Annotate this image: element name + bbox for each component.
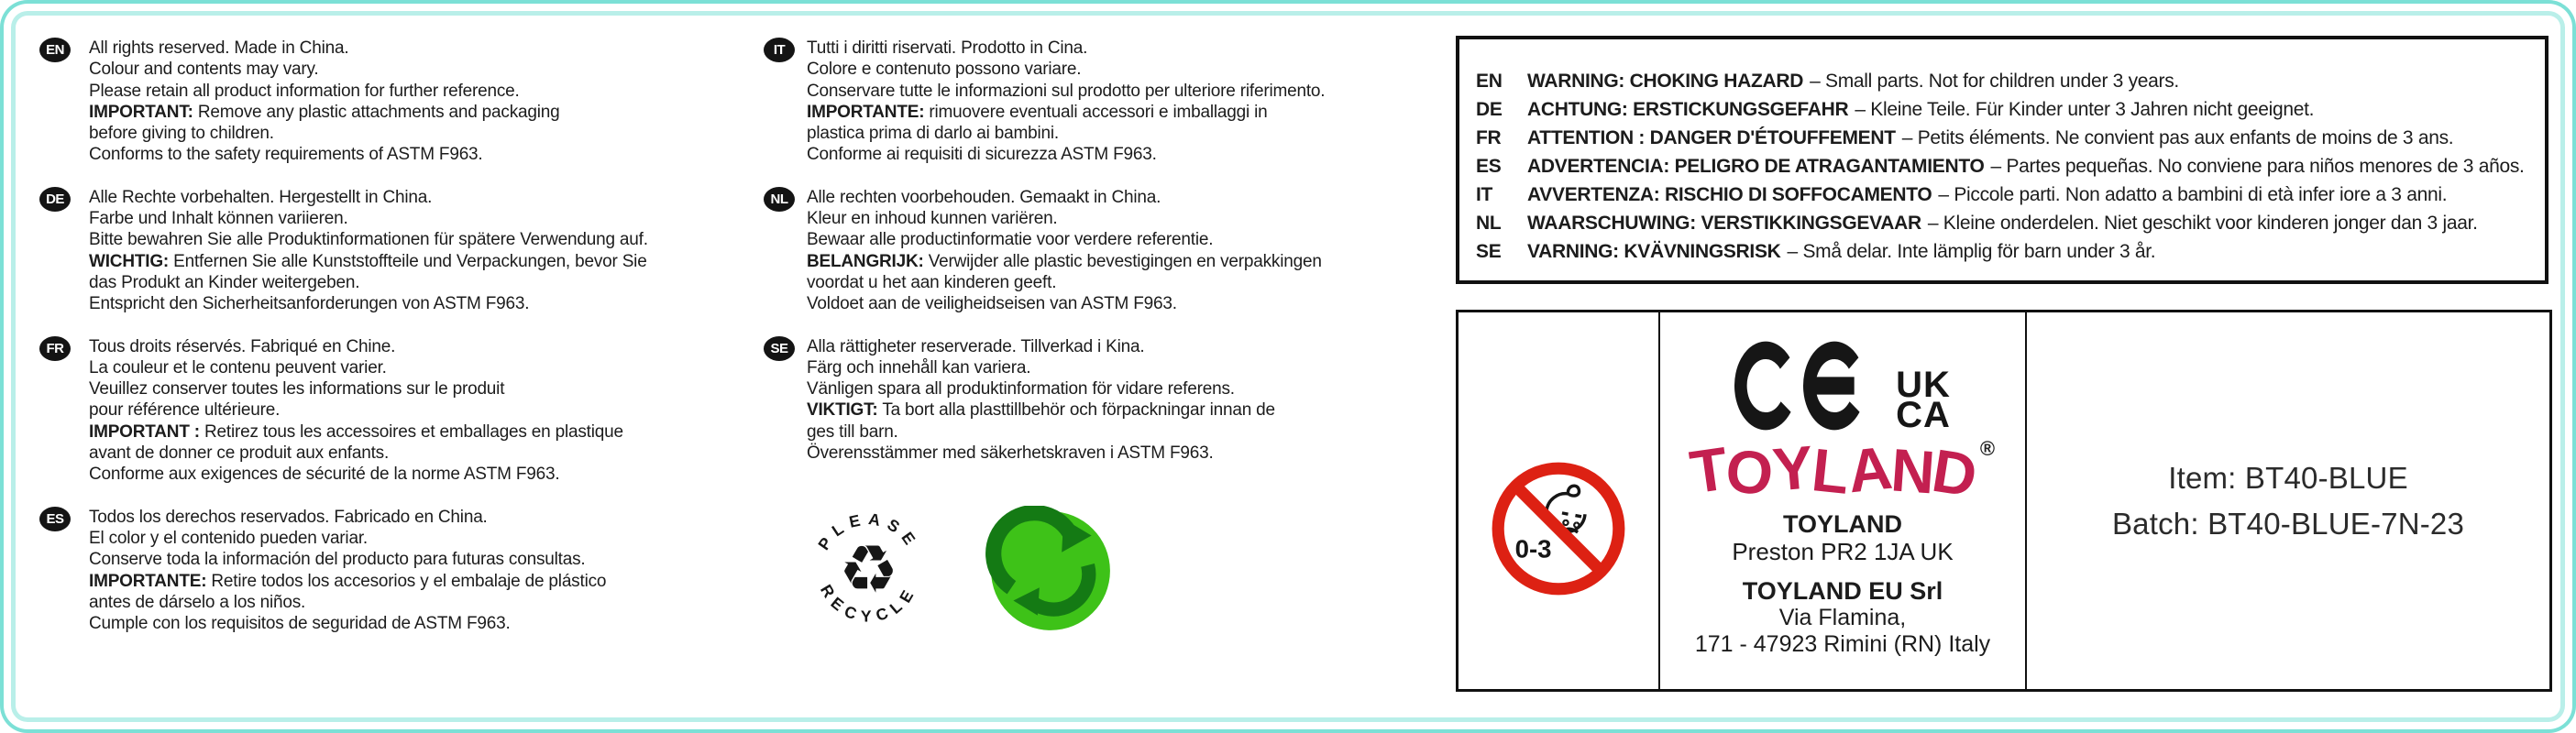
warning-detail: – Små delar. Inte lämplig för barn under 3 år. bbox=[1787, 241, 2156, 262]
age-warning-cell bbox=[1459, 312, 1660, 689]
recycle-bottom-text: RECYCLE bbox=[816, 581, 920, 626]
toyland-logo-letter: N bbox=[1888, 435, 1936, 507]
uk-company-address: Preston PR2 1JA UK bbox=[1732, 538, 1954, 565]
notice-section-FR bbox=[39, 336, 750, 486]
notice-line: Tutti i diritti riservati. Prodotto in Cina. bbox=[807, 38, 1088, 58]
notice-section-NL bbox=[764, 187, 1447, 315]
info-box bbox=[1456, 310, 2552, 692]
notice-section-IT bbox=[764, 38, 1447, 166]
recycle-top-text: PLEASE bbox=[814, 509, 923, 554]
notice-text bbox=[89, 187, 648, 315]
warning-row-nl bbox=[1476, 209, 2545, 237]
warning-detail: – Partes pequeñas. No conviene para niños menores de 3 años. bbox=[1990, 156, 2525, 177]
notice-text bbox=[807, 38, 1325, 166]
toyland-logo bbox=[1686, 432, 1981, 510]
notice-line: Alla rättigheter reserverade. Tillverkad i Kina. bbox=[807, 336, 1145, 356]
warning-detail: – Kleine Teile. Für Kinder unter 3 Jahren nicht geeignet. bbox=[1855, 99, 2315, 120]
notice-line: VIKTIGT: Ta bort alla plasttillbehör och förpackningar innan de bbox=[807, 400, 1275, 421]
toyland-logo-letter: A bbox=[1844, 432, 1895, 506]
item-cell bbox=[2027, 312, 2549, 689]
toyland-logo-letter: L bbox=[1808, 435, 1852, 507]
notice-line: Tous droits réservés. Fabriqué en Chine. bbox=[89, 336, 396, 356]
notice-line: WICHTIG: Entfernen Sie alle Kunststoffteile und Verpackungen, bevor Sie bbox=[89, 251, 647, 271]
notice-line: Please retain all product information for further reference. bbox=[89, 81, 520, 101]
notice-line: plastica prima di darlo ai bambini. bbox=[807, 124, 1059, 144]
notice-line: All rights reserved. Made in China. bbox=[89, 38, 349, 58]
warning-lang-code: ES bbox=[1476, 156, 1502, 177]
notice-line: Bitte bewahren Sie alle Produktinformationen für spätere Verwendung auf. bbox=[89, 230, 648, 250]
lang-badge-se: SE bbox=[764, 336, 795, 361]
eu-company-name: TOYLAND EU Srl bbox=[1742, 577, 1943, 605]
notice-line: before giving to children. bbox=[89, 124, 274, 144]
warning-lang-code: DE bbox=[1476, 99, 1503, 120]
notice-line: ges till barn. bbox=[807, 421, 898, 442]
uk-company-name: TOYLAND bbox=[1782, 510, 1902, 538]
warning-lang-code: NL bbox=[1476, 213, 1502, 234]
notice-text bbox=[807, 336, 1275, 465]
warning-row-it bbox=[1476, 181, 2545, 209]
notice-line: IMPORTANTE: Retire todos los accesorios y el embalaje de plástico bbox=[89, 571, 607, 591]
notice-section-EN bbox=[39, 38, 750, 166]
warning-detail: – Petits éléments. Ne convient pas aux enfants de moins de 3 ans. bbox=[1901, 127, 2454, 148]
notice-line: Colore e contenuto possono variare. bbox=[807, 60, 1082, 80]
warning-lang-code: EN bbox=[1476, 71, 1503, 92]
age-range-text: 0-3 bbox=[1514, 534, 1552, 563]
warning-box bbox=[1456, 36, 2548, 284]
notice-section-SE bbox=[764, 336, 1447, 465]
notice-line: Conforms to the safety requirements of ASTM F963. bbox=[89, 145, 483, 165]
notice-line: Todos los derechos reservados. Fabricado en China. bbox=[89, 507, 488, 527]
notice-line: avant de donner ce produit aux enfants. bbox=[89, 443, 390, 464]
notice-line: Överensstämmer med säkerhetskraven i ASTM F963. bbox=[807, 443, 1214, 464]
warning-detail: – Piccole parti. Non adatto a bambini di età infer iore a 3 anni. bbox=[1938, 184, 2448, 205]
lang-badge-nl: NL bbox=[764, 187, 795, 212]
notice-line: IMPORTANTE: rimuovere eventuali accessori e imballaggi in bbox=[807, 102, 1268, 122]
notice-line: IMPORTANT: Remove any plastic attachments and packaging bbox=[89, 102, 560, 122]
notice-line: Alle Rechte vorbehalten. Hergestellt in China. bbox=[89, 187, 433, 207]
item-number: Item: BT40-BLUE bbox=[2168, 460, 2408, 495]
warning-headline: ADVERTENCIA: PELIGRO DE ATRAGANTAMIENTO bbox=[1527, 156, 1985, 177]
warning-lang-code: FR bbox=[1476, 127, 1502, 148]
warning-row-en bbox=[1476, 67, 2545, 95]
warning-detail: – Kleine onderdelen. Niet geschikt voor kinderen jonger dan 3 jaar. bbox=[1927, 213, 2478, 234]
notice-line: das Produkt an Kinder weitergeben. bbox=[89, 272, 360, 292]
ukca-line-ca: CA bbox=[1896, 395, 1951, 436]
eu-address-line-2: 171 - 47923 Rimini (RN) Italy bbox=[1694, 631, 1991, 657]
notice-line: BELANGRIJK: Verwijder alle plastic bevestigingen en verpakkingen bbox=[807, 251, 1322, 271]
recycle-symbols-row bbox=[802, 504, 1447, 637]
notice-text bbox=[89, 38, 559, 166]
batch-number: Batch: BT40-BLUE-7N-23 bbox=[2111, 506, 2465, 541]
registered-trademark-symbol: ® bbox=[1979, 437, 1996, 460]
notice-line: Bewaar alle productinformatie voor verdere referentie. bbox=[807, 230, 1214, 250]
notice-line: Färg och innehåll kan variera. bbox=[807, 357, 1031, 377]
compliance-marks bbox=[1660, 336, 2025, 436]
brand-cell bbox=[1660, 312, 2027, 689]
eu-address-line-1: Via Flamina, bbox=[1778, 605, 1907, 630]
notice-line: Conserve toda la información del producto para futuras consultas. bbox=[89, 550, 586, 570]
notice-line: Veuillez conserver toutes les informations sur le produit bbox=[89, 379, 505, 399]
notice-line: La couleur et le contenu peuvent varier. bbox=[89, 357, 387, 377]
warning-headline: VARNING: KVÄVNINGSRISK bbox=[1527, 241, 1781, 262]
toyland-logo-letter: O bbox=[1723, 435, 1776, 509]
warning-detail: – Small parts. Not for children under 3 years. bbox=[1810, 71, 2179, 92]
notice-line: IMPORTANT : Retirez tous les accessoires et emballages en plastique bbox=[89, 421, 623, 442]
notice-line: Voldoet aan de veiligheidseisen van ASTM F963. bbox=[807, 294, 1177, 314]
lang-badge-it: IT bbox=[764, 38, 795, 62]
warning-headline: AVVERTENZA: RISCHIO DI SOFFOCAMENTO bbox=[1527, 184, 1932, 205]
warning-headline: ACHTUNG: ERSTICKUNGSGEFAHR bbox=[1527, 99, 1849, 120]
notice-line: Farbe und Inhalt können variieren. bbox=[89, 209, 348, 229]
lang-badge-en: EN bbox=[39, 38, 71, 62]
notice-column-2 bbox=[764, 38, 1447, 637]
ukca-mark bbox=[1896, 364, 1951, 436]
notice-text bbox=[89, 336, 623, 486]
notice-line: El color y el contenido pueden variar. bbox=[89, 528, 368, 548]
toyland-logo-letter: T bbox=[1686, 433, 1732, 507]
toyland-logo-letter: Y bbox=[1769, 432, 1815, 504]
notice-line: Alle rechten voorbehouden. Gemaakt in China. bbox=[807, 187, 1161, 207]
notice-line: voordat u het aan kinderen geeft. bbox=[807, 272, 1057, 292]
warning-lang-code: SE bbox=[1476, 241, 1502, 262]
notice-text bbox=[89, 507, 606, 635]
notice-line: Conservare tutte le informazioni sul prodotto per ulteriore riferimento. bbox=[807, 81, 1326, 101]
notice-line: Conforme aux exigences de sécurité de la norme ASTM F963. bbox=[89, 465, 560, 485]
notice-line: Kleur en inhoud kunnen variëren. bbox=[807, 209, 1058, 229]
ce-mark-icon bbox=[1734, 340, 1872, 432]
notice-section-DE bbox=[39, 187, 750, 315]
toyland-logo-letter: D bbox=[1928, 435, 1981, 510]
ukca-line-uk: UK bbox=[1896, 364, 1951, 405]
notice-line: Colour and contents may vary. bbox=[89, 60, 319, 80]
notice-section-ES bbox=[39, 507, 750, 635]
notice-text bbox=[807, 187, 1322, 315]
lang-badge-es: ES bbox=[39, 507, 71, 531]
notice-line: Cumple con los requisitos de seguridad de ASTM F963. bbox=[89, 614, 511, 634]
notice-column-1 bbox=[39, 38, 750, 655]
warning-row-de bbox=[1476, 95, 2545, 124]
warning-headline: WARNING: CHOKING HAZARD bbox=[1527, 71, 1804, 92]
notice-line: Vänligen spara all produktinformation för vidare referens. bbox=[807, 379, 1235, 399]
age-0-3-prohibition-icon bbox=[1486, 456, 1631, 601]
please-recycle-icon bbox=[802, 504, 935, 637]
notice-line: pour référence ultérieure. bbox=[89, 400, 281, 421]
lang-badge-de: DE bbox=[39, 187, 71, 212]
warning-headline: ATTENTION : DANGER D'ÉTOUFFEMENT bbox=[1527, 127, 1896, 148]
lang-badge-fr: FR bbox=[39, 336, 71, 361]
notice-line: Entspricht den Sicherheitsanforderungen von ASTM F963. bbox=[89, 294, 530, 314]
warning-row-se bbox=[1476, 237, 2545, 266]
warning-row-es bbox=[1476, 152, 2545, 181]
recycling-mobius-icon: ♻ bbox=[839, 532, 898, 607]
warning-lang-code: IT bbox=[1476, 184, 1493, 205]
warning-headline: WAARSCHUWING: VERSTIKKINGSGEVAAR bbox=[1527, 213, 1921, 234]
notice-line: antes de dárselo a los niños. bbox=[89, 592, 306, 612]
warning-row-fr bbox=[1476, 124, 2545, 152]
toyland-logo-line bbox=[1660, 432, 2025, 510]
green-dot-icon bbox=[985, 506, 1116, 636]
notice-line: Conforme ai requisiti di sicurezza ASTM F963. bbox=[807, 145, 1157, 165]
